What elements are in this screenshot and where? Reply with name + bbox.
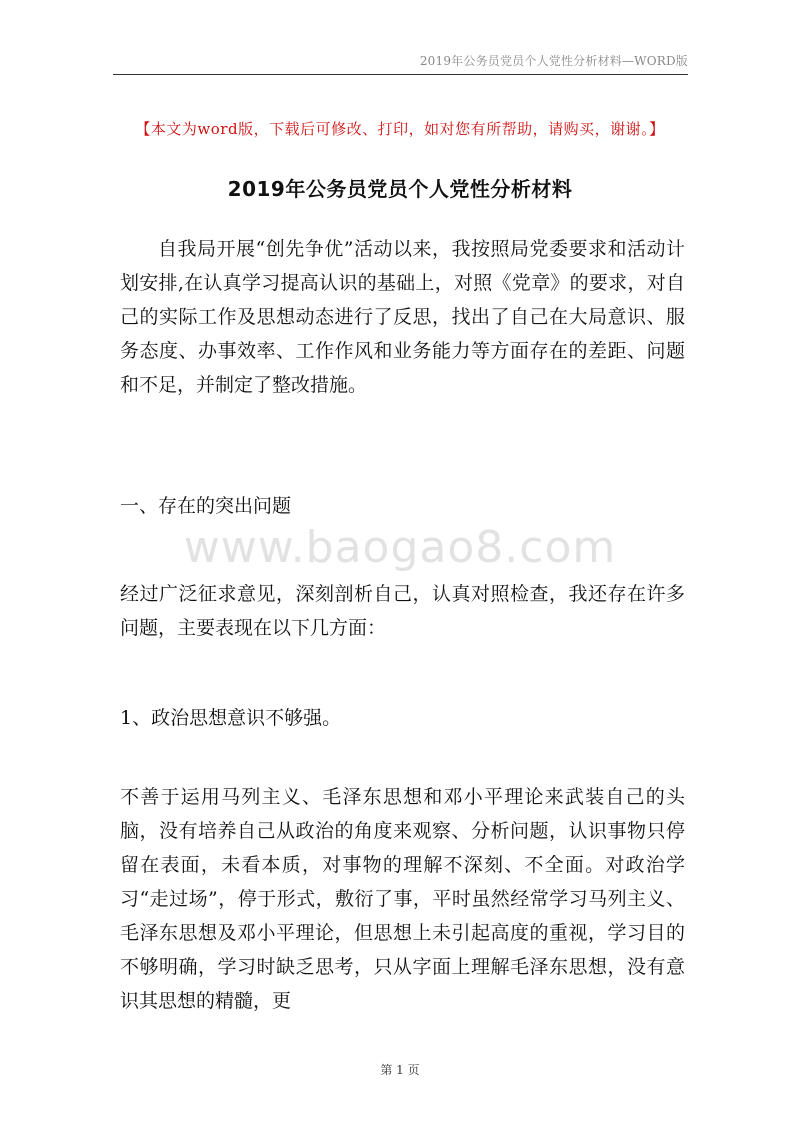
header-divider xyxy=(113,74,688,75)
watermark: www.baogao8.com xyxy=(183,522,617,573)
section-heading: 一、存在的突出问题 xyxy=(120,495,292,517)
document-title: 2019年公务员党员个人党性分析材料 xyxy=(227,177,573,201)
subsection-heading: 1、政治思想意识不够强。 xyxy=(120,707,342,729)
running-header: 2019年公务员党员个人党性分析材料—WORD版 xyxy=(419,54,688,68)
download-notice: 【本文为word版，下载后可修改、打印，如对您有所帮助，请购买，谢谢。】 xyxy=(135,120,665,138)
page-number: 第 1 页 xyxy=(380,1063,420,1077)
intro-paragraph: 自我局开展“创先争优”活动以来，我按照局党委要求和活动计划安排,在认真学习提高认识的基础上，对照《党章》的要求，对自己的实际工作及思想动态进行了反思，找出了自己在大局意识、服务态度、办事效率、工作作风和业务能力等方面存在的差距、问题和不足，并制定了整改措施。 xyxy=(120,238,685,396)
subsection-body-paragraph: 不善于运用马列主义、毛泽东思想和邓小平理论来武装自己的头脑，没有培养自己从政治的角度来观察、分析问题，认识事物只停留在表面，未看本质，对事物的理解不深刻、不全面。对政治学习“走过场”，停于形式，敷衍了事，平时虽然经常学习马列主义、毛泽东思想及邓小平理论，但思想上未引起高度的重视，学习目的不够明确，学习时缺乏思考，只从字面上理解毛泽东思想，没有意识其思想的精髓，更 xyxy=(120,786,685,1012)
section-intro-paragraph: 经过广泛征求意见，深刻剖析自己，认真对照检查，我还存在许多问题，主要表现在以下几方面： xyxy=(120,583,685,639)
